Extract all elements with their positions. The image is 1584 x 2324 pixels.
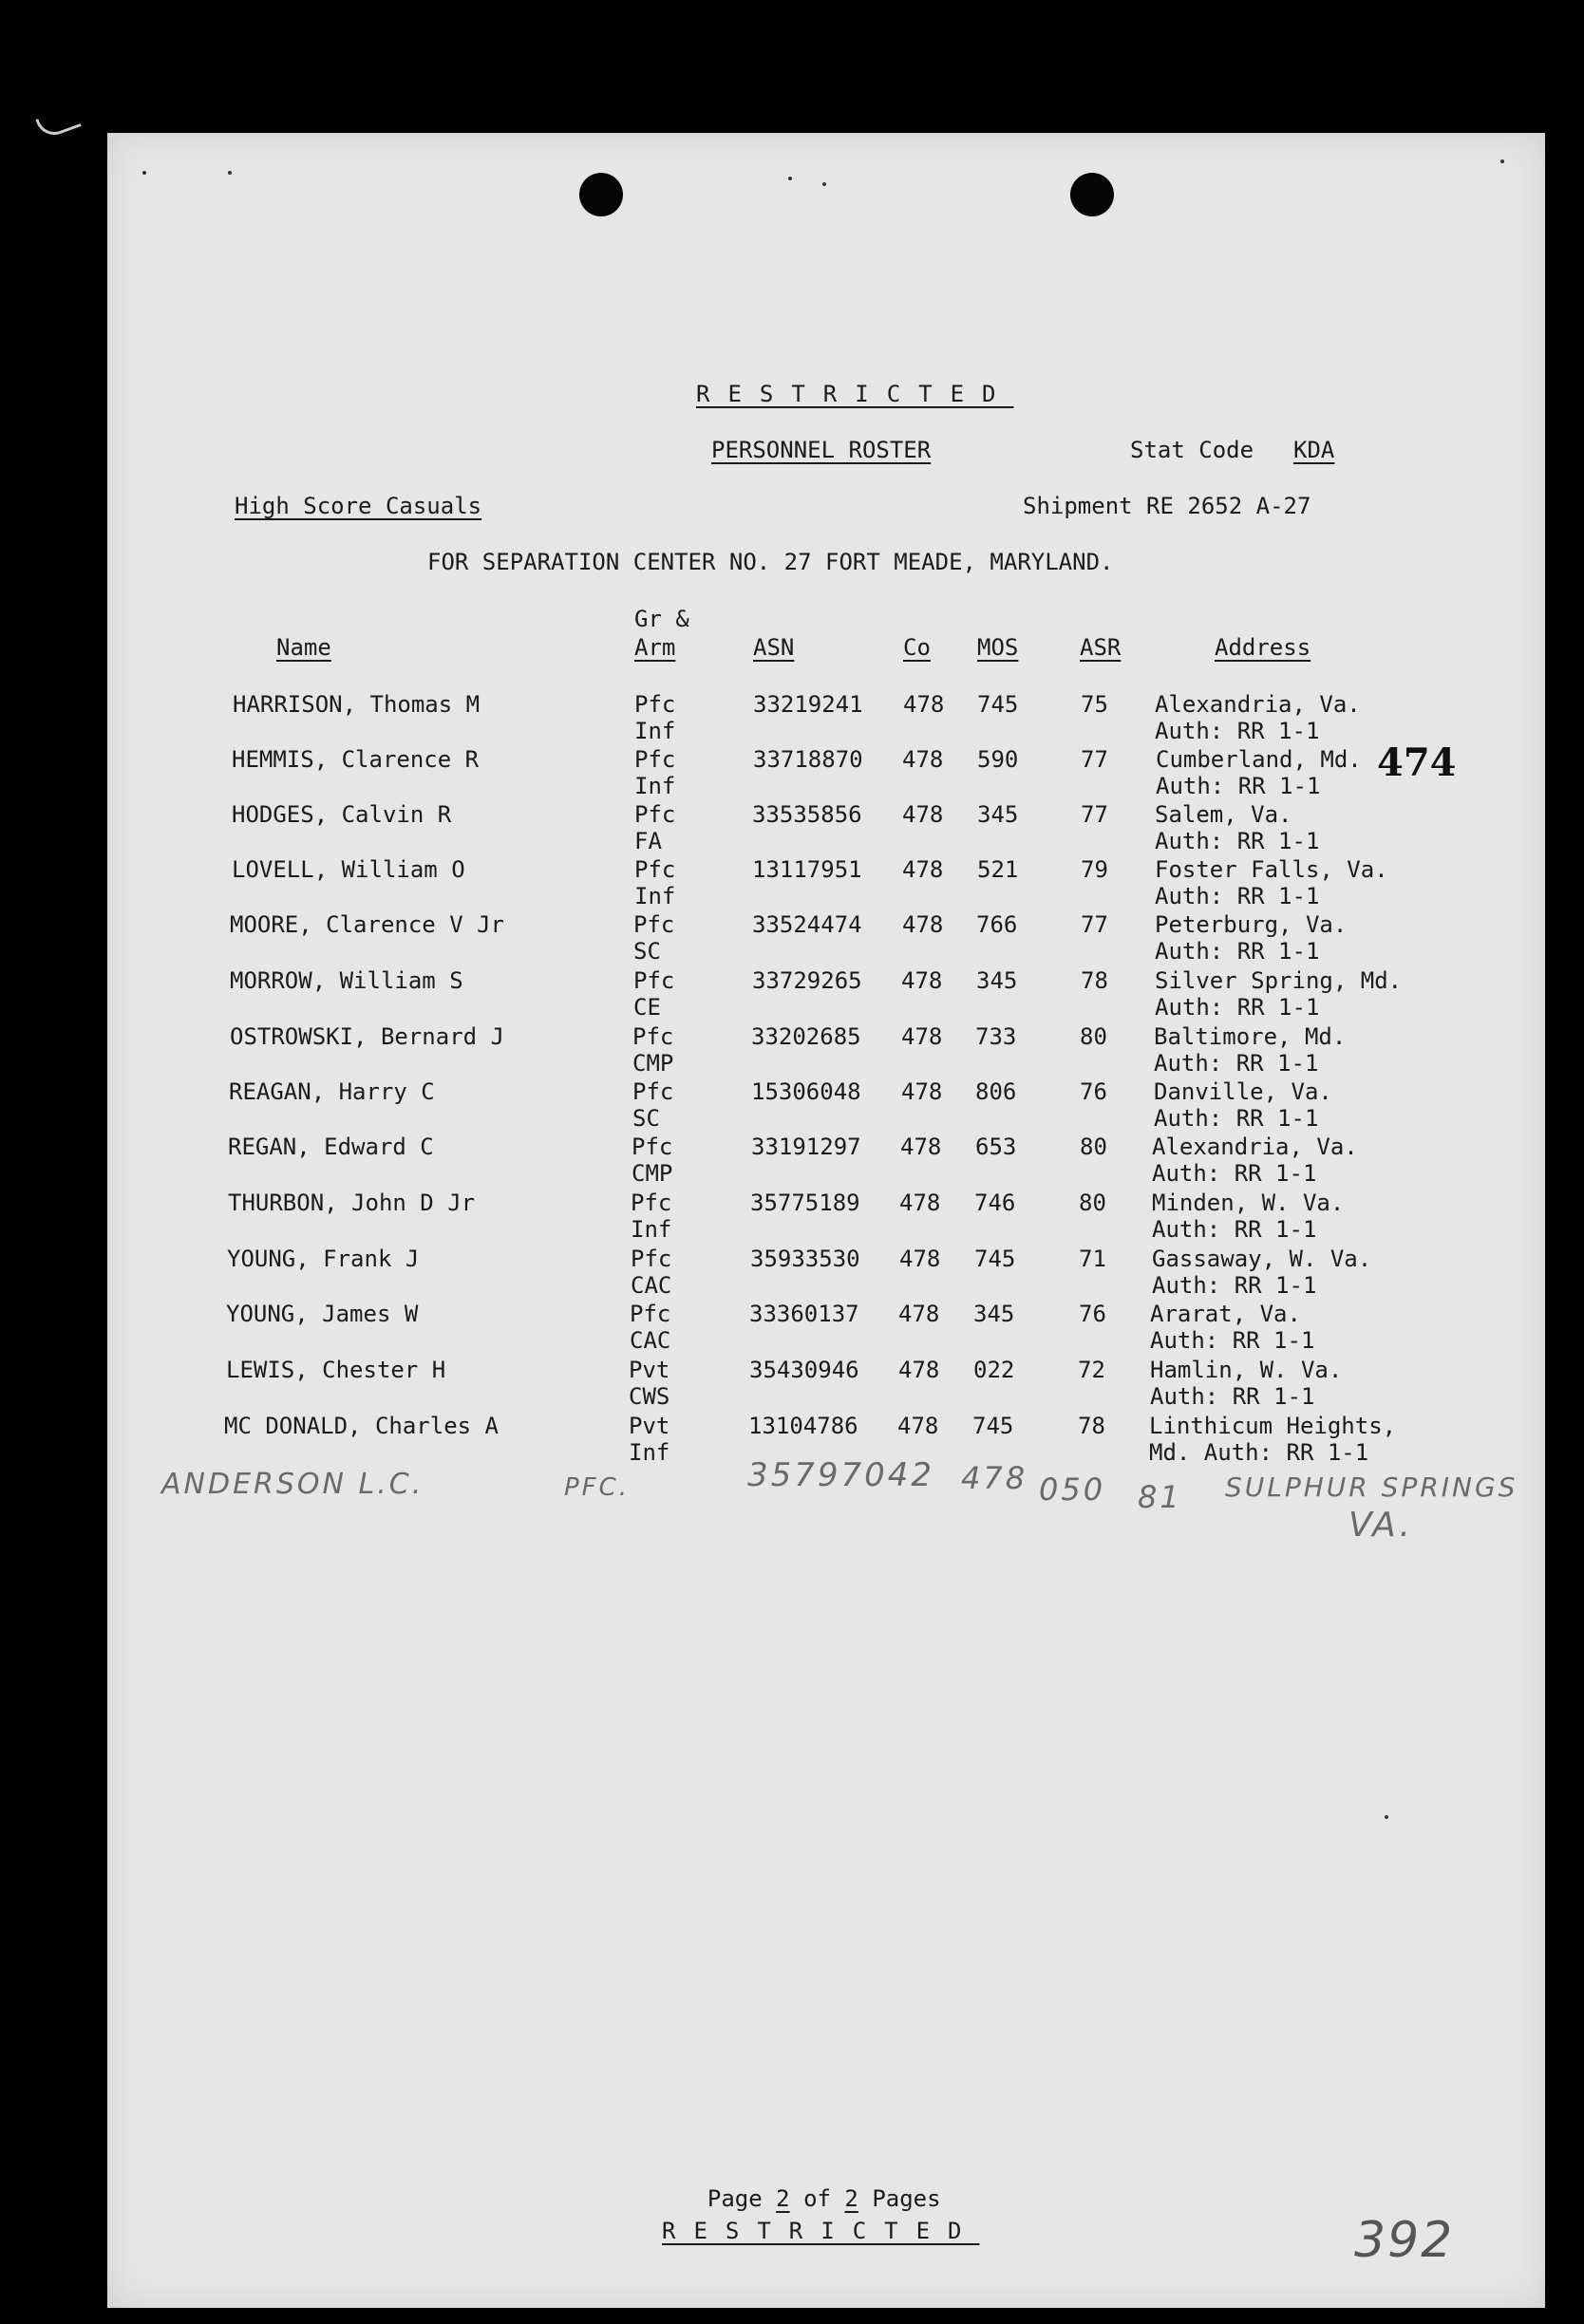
row-arm: CAC [631, 1272, 672, 1299]
row-grade: Pfc [633, 967, 675, 994]
row-arm: CWS [629, 1383, 670, 1410]
row-asn: 33535856 [752, 801, 862, 828]
row-asr: 76 [1080, 1078, 1107, 1105]
row-asr: 72 [1078, 1357, 1105, 1383]
row-co: 478 [899, 1190, 941, 1216]
column-header-grade-arm-top: Gr & [634, 606, 689, 632]
row-mos: 022 [973, 1357, 1015, 1383]
row-grade: Pfc [634, 746, 676, 773]
row-arm: Inf [634, 773, 676, 799]
row-address: Peterburg, Va. [1155, 911, 1348, 938]
row-grade: Pvt [629, 1413, 670, 1439]
archive-page-number: 392 [1354, 2212, 1455, 2269]
row-mos: 745 [972, 1413, 1014, 1439]
row-address: Alexandria, Va. [1155, 691, 1361, 718]
row-co: 478 [901, 1023, 943, 1050]
row-co: 478 [898, 1301, 940, 1327]
row-asn: 15306048 [751, 1078, 861, 1105]
row-name: MOORE, Clarence V Jr [230, 911, 504, 938]
row-address: Hamlin, W. Va. [1150, 1357, 1343, 1383]
row-auth: Auth: RR 1-1 [1152, 1272, 1317, 1299]
row-co: 478 [899, 1246, 941, 1272]
classification-footer: RESTRICTED [662, 2218, 980, 2244]
row-name: HARRISON, Thomas M [233, 691, 481, 718]
row-grade: Pfc [633, 911, 675, 938]
row-name: HODGES, Calvin R [232, 801, 452, 828]
row-auth: Auth: RR 1-1 [1150, 1327, 1315, 1354]
handwritten-asr: 81 [1138, 1479, 1182, 1515]
row-asr: 77 [1081, 911, 1108, 938]
page-of: of [803, 2185, 831, 2212]
row-grade: Pfc [634, 691, 676, 718]
row-auth: Auth: RR 1-1 [1155, 828, 1320, 854]
row-arm: Inf [629, 1439, 670, 1466]
row-co: 478 [902, 856, 944, 883]
row-name: HEMMIS, Clarence R [232, 746, 480, 773]
stat-code-label: Stat Code [1130, 437, 1254, 463]
row-arm: CE [633, 994, 661, 1021]
row-co: 478 [900, 1134, 942, 1160]
row-address: Baltimore, Md. [1154, 1023, 1347, 1050]
column-header-mos: MOS [977, 634, 1019, 661]
row-arm: SC [632, 1105, 660, 1132]
row-grade: Pfc [632, 1023, 674, 1050]
group-label: High Score Casuals [235, 493, 482, 519]
row-asr: 80 [1080, 1134, 1107, 1160]
row-grade: Pvt [629, 1357, 670, 1383]
row-mos: 766 [976, 911, 1018, 938]
stamped-number: 474 [1377, 740, 1457, 785]
row-auth: Auth: RR 1-1 [1154, 1105, 1319, 1132]
row-address: Alexandria, Va. [1152, 1134, 1358, 1160]
row-mos: 345 [977, 801, 1019, 828]
handwritten-grade: PFC. [564, 1473, 631, 1502]
row-mos: 746 [974, 1190, 1016, 1216]
row-co: 478 [902, 746, 944, 773]
classification-header: RESTRICTED [696, 381, 1014, 407]
column-header-address: Address [1215, 634, 1311, 661]
row-mos: 806 [975, 1078, 1017, 1105]
row-arm: CMP [632, 1050, 674, 1077]
row-arm: CMP [632, 1160, 673, 1187]
row-asr: 80 [1079, 1190, 1106, 1216]
film-edge-mark [35, 105, 81, 140]
row-arm: Inf [634, 883, 676, 909]
row-auth: Auth: RR 1-1 [1156, 773, 1321, 799]
shipment-label: Shipment RE 2652 A-27 [1023, 493, 1311, 519]
page-total: 2 [844, 2185, 858, 2212]
row-address: Linthicum Heights, [1149, 1413, 1397, 1439]
row-asn: 35933530 [750, 1246, 860, 1272]
row-grade: Pfc [631, 1190, 672, 1216]
row-name: THURBON, John D Jr [228, 1190, 476, 1216]
row-auth: Auth: RR 1-1 [1155, 883, 1320, 909]
row-asn: 33729265 [752, 967, 862, 994]
paper-speck [822, 182, 826, 186]
column-header-name: Name [276, 634, 331, 661]
row-mos: 653 [975, 1134, 1017, 1160]
row-co: 478 [901, 1078, 943, 1105]
row-asn: 33360137 [749, 1301, 859, 1327]
row-name: YOUNG, James W [226, 1301, 419, 1327]
row-co: 478 [903, 691, 945, 718]
handwritten-asn: 35797042 [747, 1456, 935, 1494]
row-asn: 33202685 [751, 1023, 861, 1050]
row-mos: 733 [975, 1023, 1017, 1050]
handwritten-co: 478 [961, 1460, 1028, 1496]
punch-hole-left [579, 173, 623, 216]
row-asn: 33718870 [753, 746, 863, 773]
row-name: YOUNG, Frank J [227, 1246, 420, 1272]
row-auth: Auth: RR 1-1 [1150, 1383, 1315, 1410]
row-mos: 345 [976, 967, 1018, 994]
row-address: Minden, W. Va. [1152, 1190, 1345, 1216]
row-name: OSTROWSKI, Bernard J [230, 1023, 504, 1050]
row-asn: 33191297 [751, 1134, 861, 1160]
page-suffix: Pages [872, 2185, 941, 2212]
row-asr: 75 [1081, 691, 1108, 718]
row-auth: Auth: RR 1-1 [1152, 1216, 1317, 1243]
row-mos: 745 [974, 1246, 1016, 1272]
row-mos: 345 [973, 1301, 1015, 1327]
row-asn: 33524474 [752, 911, 862, 938]
row-asr: 76 [1079, 1301, 1106, 1327]
destination-line: FOR SEPARATION CENTER NO. 27 FORT MEADE, MARYLAND. [427, 549, 1114, 575]
row-auth: Auth: RR 1-1 [1152, 1160, 1317, 1187]
row-grade: Pfc [634, 801, 676, 828]
row-co: 478 [901, 967, 943, 994]
row-asn: 35775189 [750, 1190, 860, 1216]
page-current: 2 [776, 2185, 790, 2212]
row-auth: Auth: RR 1-1 [1154, 1050, 1319, 1077]
row-asn: 13104786 [748, 1413, 858, 1439]
row-asr: 77 [1081, 746, 1108, 773]
row-auth: Auth: RR 1-1 [1155, 994, 1320, 1021]
row-co: 478 [902, 801, 944, 828]
page-indicator [680, 2165, 941, 2210]
row-asr: 71 [1079, 1246, 1106, 1272]
paper-speck [142, 171, 146, 175]
row-auth: Auth: RR 1-1 [1155, 718, 1320, 744]
paper-speck [228, 171, 232, 175]
row-name: MORROW, William S [230, 967, 463, 994]
row-arm: Inf [631, 1216, 672, 1243]
row-asr: 78 [1081, 967, 1108, 994]
paper-speck [1500, 159, 1504, 163]
handwritten-mos: 050 [1039, 1471, 1106, 1508]
row-grade: Pfc [630, 1301, 671, 1327]
row-address: Silver Spring, Md. [1155, 967, 1403, 994]
stat-code-value: KDA [1293, 437, 1335, 463]
row-mos: 521 [977, 856, 1019, 883]
handwritten-name: ANDERSON L.C. [161, 1468, 424, 1501]
row-name: MC DONALD, Charles A [224, 1413, 499, 1439]
row-address: Cumberland, Md. [1156, 746, 1362, 773]
document-title: PERSONNEL ROSTER [711, 437, 932, 463]
column-header-asr: ASR [1080, 634, 1122, 661]
row-asr: 77 [1081, 801, 1108, 828]
row-auth: Auth: RR 1-1 [1155, 938, 1320, 965]
row-grade: Pfc [634, 856, 676, 883]
row-name: REGAN, Edward C [228, 1134, 434, 1160]
punch-hole-right [1070, 173, 1114, 216]
row-address: Foster Falls, Va. [1155, 856, 1388, 883]
row-mos: 590 [977, 746, 1019, 773]
row-asr: 78 [1078, 1413, 1105, 1439]
row-arm: SC [633, 938, 661, 965]
row-name: LEWIS, Chester H [226, 1357, 446, 1383]
row-asr: 79 [1081, 856, 1108, 883]
row-address: Ararat, Va. [1150, 1301, 1301, 1327]
paper-speck [1385, 1815, 1388, 1819]
row-asn: 13117951 [752, 856, 862, 883]
row-name: LOVELL, William O [232, 856, 465, 883]
row-address: Danville, Va. [1154, 1078, 1332, 1105]
row-grade: Pfc [632, 1134, 673, 1160]
handwritten-address-line2: VA. [1348, 1506, 1413, 1545]
row-name: REAGAN, Harry C [229, 1078, 435, 1105]
paper-speck [788, 177, 792, 180]
row-address: Salem, Va. [1155, 801, 1292, 828]
handwritten-address-line1: SULPHUR SPRINGS [1225, 1471, 1518, 1503]
row-grade: Pfc [631, 1246, 672, 1272]
column-header-asn: ASN [753, 634, 795, 661]
row-arm: CAC [630, 1327, 671, 1354]
row-arm: FA [634, 828, 662, 854]
row-address: Gassaway, W. Va. [1152, 1246, 1372, 1272]
row-grade: Pfc [632, 1078, 674, 1105]
page-prefix: Page [707, 2185, 763, 2212]
row-asr: 80 [1080, 1023, 1107, 1050]
row-arm: Inf [634, 718, 676, 744]
row-asn: 33219241 [753, 691, 863, 718]
row-co: 478 [898, 1357, 940, 1383]
row-auth: Md. Auth: RR 1-1 [1149, 1439, 1369, 1466]
column-header-co: Co [903, 634, 931, 661]
row-co: 478 [902, 911, 944, 938]
row-mos: 745 [977, 691, 1019, 718]
row-asn: 35430946 [749, 1357, 859, 1383]
row-co: 478 [897, 1413, 939, 1439]
column-header-grade-arm: Arm [634, 634, 676, 661]
